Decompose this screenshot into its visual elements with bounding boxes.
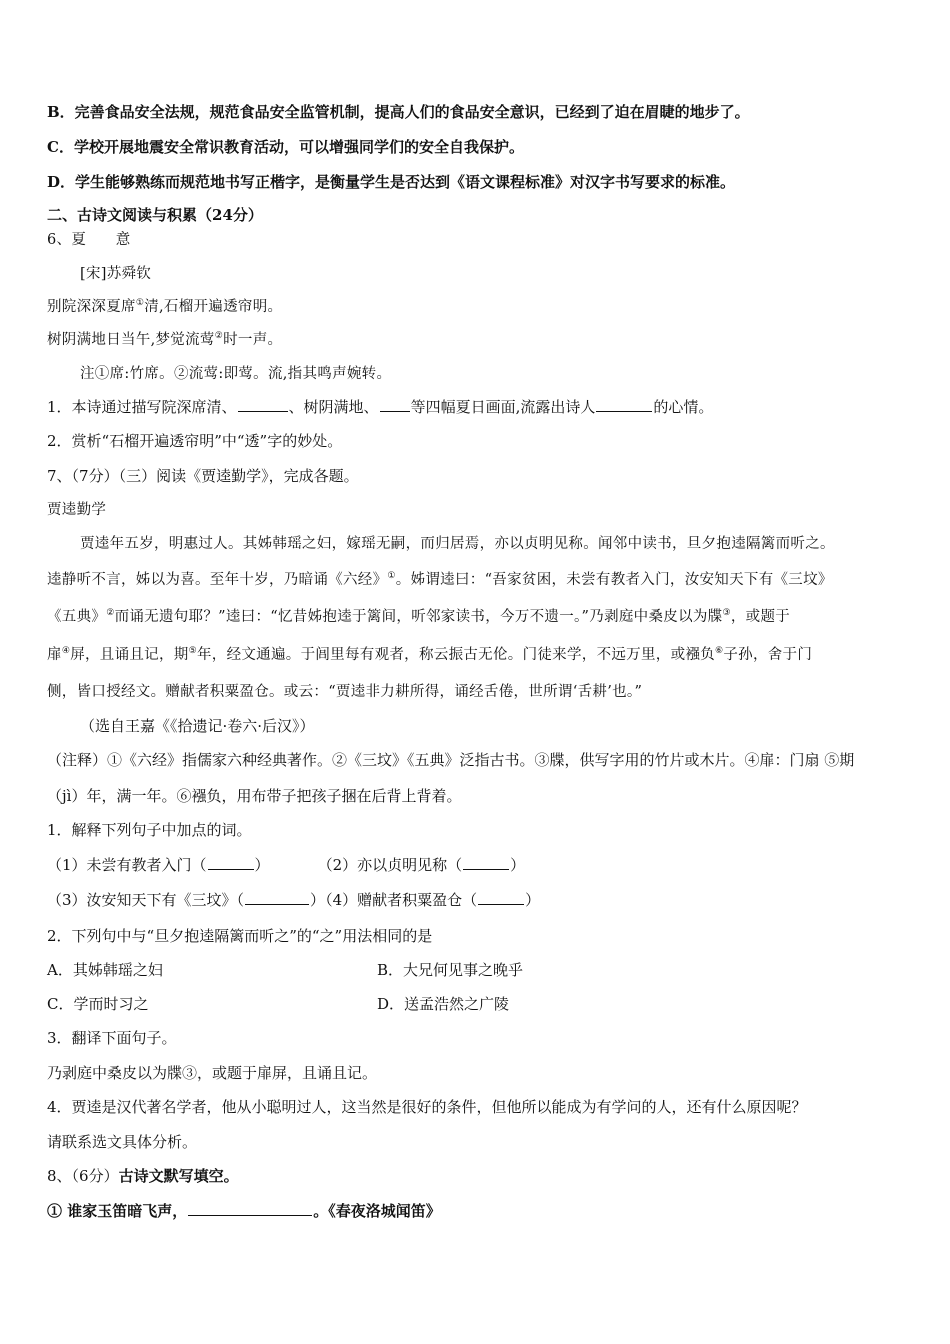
passage-line-5: 侧，皆口授经文。赠献者积粟盈仓。或云：“贾逵非力耕所得，诵经舌倦，世所谓‘舌耕’也。” [47,684,643,700]
section-heading: 二、古诗文阅读与积累（24分） [47,206,263,224]
q6-sub2: 2．赏析“石榴开遍透帘明”中“透”字的妙处。 [47,432,343,450]
blank-1[interactable] [238,397,288,412]
poem-line-2: 树阴满地日当午,梦觉流莺②时一声。 [47,331,283,348]
q7-title: 7、（7分）（三）阅读《贾逵勤学》，完成各题。 [47,467,359,485]
passage-line-2: 逵静听不言，姊以为喜。至年十岁，乃暗诵《六经》①。姊谓逵曰：“吾家贫困，未尝有教者入门，汝安知天下有《三坟》 [47,571,833,588]
q8-title: 8、（6分）古诗文默写填空。 [47,1167,239,1185]
q7-sub3: 3．翻译下面句子。 [47,1029,177,1047]
blank-3[interactable] [245,890,309,905]
q7-sub1-row1: （1）未尝有教者入门（ ） （2）亦以贞明见称（ ） [47,856,526,874]
q8-line1: ① 谁家玉笛暗飞声， 。《春夜洛城闻笛》 [47,1202,441,1220]
passage-title: 贾逵勤学 [47,502,107,518]
q6-sub1: 1．本诗通过描写院深席清、 、树阴满地、 等四幅夏日画面,流露出诗人 的心情。 [47,398,714,416]
choice-c[interactable]: C．学而时习之 [47,995,149,1013]
option-c-line: C．学校开展地震安全常识教育活动，可以增强同学们的安全自我保护。 [47,138,524,156]
poem-note: 注①席:竹席。②流莺:即莺。流,指其鸣声婉转。 [80,366,392,382]
choice-b[interactable]: B．大兄何见事之晚乎 [377,961,524,979]
passage-source: （选自王嘉《《拾遗记·卷六·后汉》） [80,717,315,735]
passage-line-1: 贾逵年五岁，明惠过人。其姊韩瑶之妇，嫁瑶无嗣，而归居焉，亦以贞明见称。闻邻中读书，旦夕抱逵隔篱而听之。 [80,536,835,552]
q7-sub1: 1．解释下列句子中加点的词。 [47,821,252,839]
choice-d[interactable]: D．送孟浩然之广陵 [377,995,510,1013]
poem-title: 6、夏 意 [47,232,131,248]
option-d-line: D．学生能够熟练而规范地书写正楷字，是衡量学生是否达到《语文课程标准》对汉字书写要求的标准。 [47,173,736,191]
poem-author: [宋]苏舜钦 [80,266,152,282]
passage-line-3: 《五典》②而诵无遗句耶？”逵曰：“忆昔姊抱逵于篱间，听邻家读书，今万不遗一。”乃剥庭中桑皮以为牒③，或题于 [47,608,791,625]
blank-2[interactable] [463,855,509,870]
q7-sub3-sentence: 乃剥庭中桑皮以为牒③，或题于扉屏，且诵且记。 [47,1064,378,1082]
notes-line-2: （jì）年，满一年。⑥襁负，用布带子把孩子捆在后背上背着。 [47,787,462,805]
option-b-line: B．完善食品安全法规，规范食品安全监管机制，提高人们的食品安全意识，已经到了迫在眉睫的地步了。 [47,103,750,121]
q7-sub1-row2: （3）汝安知天下有《三坟》（ ）（4）赠献者积粟盈仓（ ） [47,891,541,909]
blank-4[interactable] [478,890,524,905]
notes-line-1: （注释）①《六经》指儒家六种经典著作。②《三坟》《五典》泛指古书。③牒，供写字用的竹片或木片。④扉：门扇 ⑤期 [47,751,855,769]
passage-line-4: 扉④屏，且诵且记，期⑤年，经文通遍。于闾里每有观者，称云振古无伦。门徒来学，不远万里，或襁负⑥子孙，舍于门 [47,646,813,663]
blank-1[interactable] [188,1201,312,1216]
q7-sub2: 2．下列句中与“旦夕抱逵隔篱而听之”的“之”用法相同的是 [47,927,433,945]
blank-1[interactable] [208,855,254,870]
choice-a[interactable]: A．其姊韩瑶之妇 [47,961,163,979]
blank-2[interactable] [380,397,410,412]
poem-line-1: 别院深深夏席①清,石榴开遍透帘明。 [47,298,283,315]
blank-3[interactable] [596,397,652,412]
q7-sub4-line1: 4．贾逵是汉代著名学者，他从小聪明过人，这当然是很好的条件，但他所以能成为有学问的人，还有什么原因呢？ [47,1098,807,1116]
q7-sub4-line2: 请联系选文具体分析。 [47,1133,198,1151]
